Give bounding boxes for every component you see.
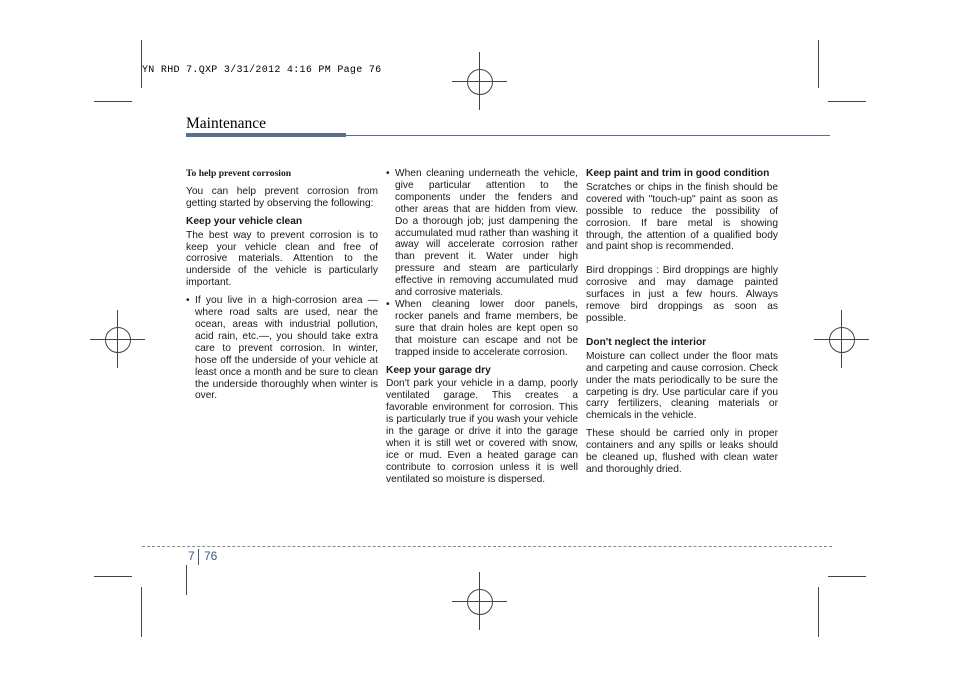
section-heading: To help prevent corrosion [186, 168, 292, 179]
bullet-list [386, 168, 578, 359]
bullet-list [186, 295, 378, 402]
page-number-divider [198, 549, 199, 565]
body-paragraph: Bird droppings : Bird droppings are highly corrosive and may damage painted surfaces in just a few hours. Always remove bird droppings as soon as possible. [586, 265, 778, 324]
crop-mark [186, 565, 187, 595]
crop-mark [828, 576, 866, 577]
crop-mark [818, 587, 819, 637]
subsection-title: Don't neglect the interior [586, 336, 707, 348]
crop-mark [94, 101, 132, 102]
page-number: 76 [204, 549, 218, 563]
crop-mark [141, 40, 142, 88]
header-accent-bar [186, 133, 346, 137]
body-paragraph: Moisture can collect under the floor mats and carpeting and cause corrosion. Check under the mats periodically to be sure the carpeting is dry. Use particular care if you carry fertilizers, cleaning materials or chemicals in the vehicle. [586, 350, 778, 422]
header-rule [346, 135, 830, 136]
list-item: • When cleaning lower door panels, rocker panels and frame members, be sure that drain holes are kept open so that moisture can escape and not be trapped inside to accelerate corrosion. [386, 299, 578, 359]
column-2 [386, 168, 578, 492]
column-3 [586, 168, 778, 482]
list-item: • When cleaning underneath the vehicle, give particular attention to the components under the fenders and other areas that are hidden from view. Do a thorough job; just dampening the accumulated mud rather than washing it away will accelerate corrosion rather than prevent it. Water under high pressure and steam are particularly effective in removing accumulated mud and corrosive materials. [386, 168, 578, 299]
list-item: • If you live in a high-corrosion area — where road salts are used, near the ocean, areas with industrial pollution, acid rain, etc.—, you should take extra care to prevent corrosion. In winter, hose off the underside of your vehicle at least once a month and be sure to clean the underside thoroughly when winter is over. [186, 295, 378, 402]
page-header-title: Maintenance [186, 115, 267, 132]
body-paragraph: Don't park your vehicle in a damp, poorly ventilated garage. This creates a favorable environment for corrosion. This is particularly true if you wash your vehicle in the garage or drive it into the garage when it is still wet or covered with snow, ice or mud. Even a heated garage can contribute to corrosion unless it is well ventilated so moisture is dispersed. [386, 378, 578, 485]
page-section-number: 7 [188, 549, 195, 563]
footer-rule [142, 546, 832, 547]
column-1 [186, 168, 378, 408]
subsection-title: Keep paint and trim in good condition [586, 168, 770, 179]
body-paragraph: The best way to prevent corrosion is to keep your vehicle clean and free of corrosive materials. Attention to the underside of the vehicle is particularly important. [186, 229, 378, 289]
printer-slug: YN RHD 7.QXP 3/31/2012 4:16 PM Page 76 [142, 65, 382, 76]
subsection-title: Keep your garage dry [386, 364, 491, 376]
subsection-title: Keep your vehicle clean [186, 215, 303, 227]
body-paragraph: Scratches or chips in the finish should be covered with "touch-up" paint as soon as possible to reduce the possibility of corrosion. If bare metal is showing through, the attention of a qualified body and paint shop is recommended. [586, 181, 778, 253]
crop-mark [818, 40, 819, 88]
crop-mark [828, 101, 866, 102]
crop-mark [94, 576, 132, 577]
intro-paragraph: You can help prevent corrosion from getting started by observing the following: [186, 185, 378, 209]
body-paragraph: These should be carried only in proper containers and any spills or leaks should be cleaned up, flushed with clean water and thoroughly dried. [586, 428, 778, 475]
crop-mark [141, 587, 142, 637]
